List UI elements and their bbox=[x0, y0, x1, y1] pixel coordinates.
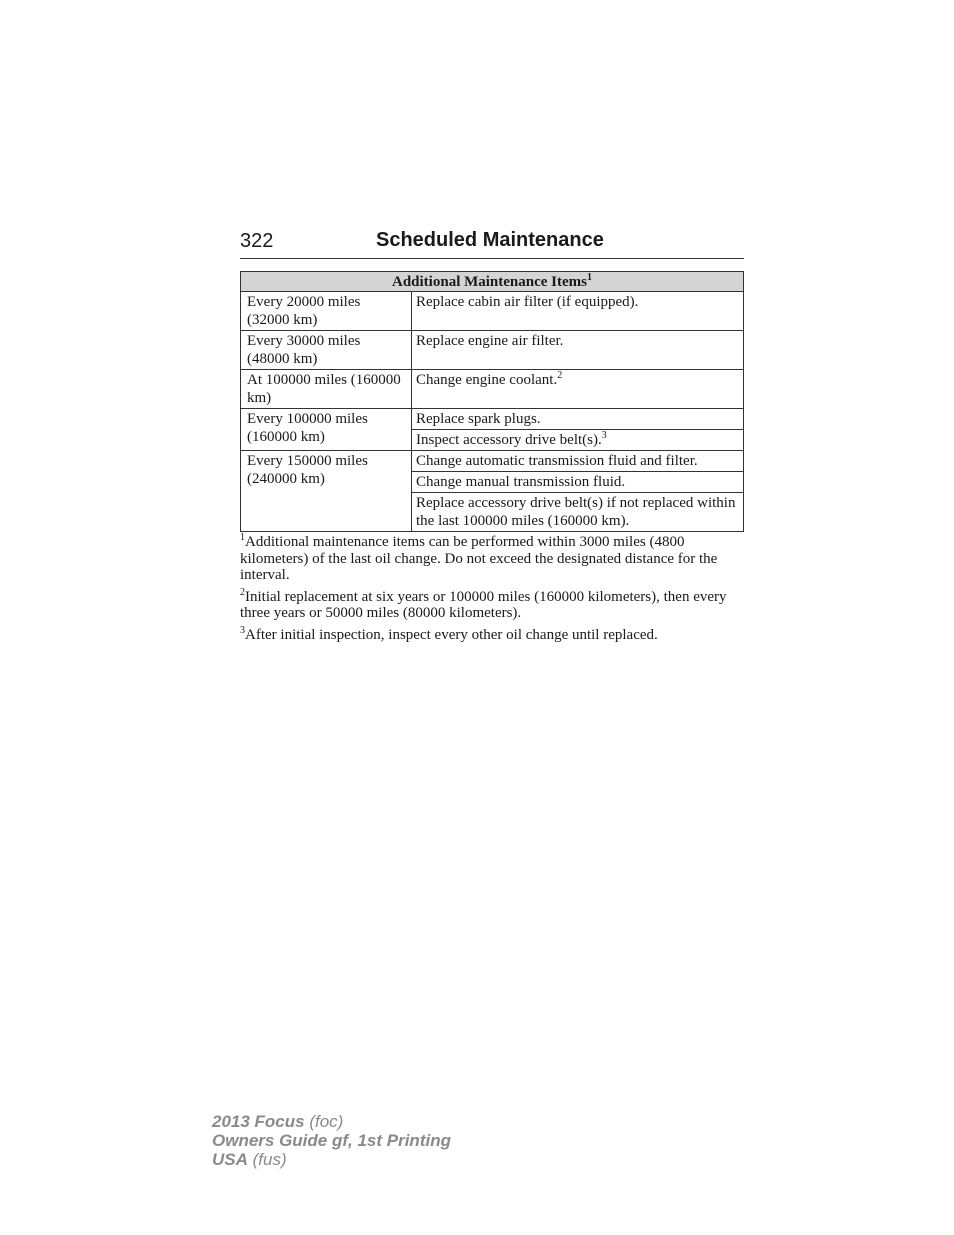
footnote-1 bbox=[240, 534, 744, 584]
footnote-3 bbox=[240, 624, 744, 644]
footnote-mark: 2 bbox=[557, 370, 563, 381]
interval-cell: Every 30000 miles (48000 km) bbox=[241, 331, 412, 370]
footnote-mark: 2 bbox=[240, 586, 245, 598]
maintenance-table bbox=[240, 271, 744, 532]
footnote-text: After initial inspection, inspect every other oil change until replaced. bbox=[245, 626, 658, 643]
table-header-row bbox=[241, 272, 744, 292]
page-header bbox=[240, 228, 744, 259]
footer-model: 2013 Focus bbox=[212, 1112, 305, 1131]
table-title bbox=[241, 272, 744, 292]
action-text: Inspect accessory drive belt(s). bbox=[416, 432, 602, 448]
footnotes bbox=[240, 534, 744, 648]
footnote-mark: 3 bbox=[240, 624, 245, 636]
footnote-mark: 3 bbox=[601, 430, 607, 441]
footer-region-code: (fus) bbox=[252, 1150, 287, 1169]
action-cell bbox=[412, 430, 744, 451]
table-row bbox=[241, 451, 744, 472]
table-row bbox=[241, 292, 744, 331]
interval-cell: Every 150000 miles (240000 km) bbox=[241, 451, 412, 532]
footer-model-code: (foc) bbox=[309, 1112, 344, 1131]
footer-line-region bbox=[212, 1150, 451, 1169]
footer-line-model bbox=[212, 1112, 451, 1131]
table-row bbox=[241, 409, 744, 430]
action-cell: Change automatic transmission fluid and filter. bbox=[412, 451, 744, 472]
page-footer bbox=[212, 1112, 451, 1169]
action-cell: Replace accessory drive belt(s) if not replaced within the last 100000 miles (160000 km). bbox=[412, 493, 744, 532]
footer-guide: Owners Guide gf, 1st Printing bbox=[212, 1131, 451, 1150]
footer-region: USA bbox=[212, 1150, 248, 1169]
table-row bbox=[241, 331, 744, 370]
action-cell: Replace engine air filter. bbox=[412, 331, 744, 370]
interval-cell: Every 100000 miles (160000 km) bbox=[241, 409, 412, 451]
footnote-mark: 1 bbox=[587, 272, 592, 283]
table-title-text: Additional Maintenance Items bbox=[392, 274, 587, 290]
interval-cell: Every 20000 miles (32000 km) bbox=[241, 292, 412, 331]
section-title: Scheduled Maintenance bbox=[376, 229, 604, 251]
footnote-text: Additional maintenance items can be performed within 3000 miles (4800 kilometers) of the last oil change. Do not exceed the designated distance for the interval. bbox=[240, 534, 718, 583]
table-row bbox=[241, 370, 744, 409]
interval-cell: At 100000 miles (160000 km) bbox=[241, 370, 412, 409]
page-number: 322 bbox=[240, 230, 274, 252]
action-cell: Replace cabin air filter (if equipped). bbox=[412, 292, 744, 331]
action-cell bbox=[412, 370, 744, 409]
action-cell: Replace spark plugs. bbox=[412, 409, 744, 430]
footnote-2 bbox=[240, 586, 744, 622]
action-text: Change engine coolant. bbox=[416, 372, 558, 388]
action-cell: Change manual transmission fluid. bbox=[412, 472, 744, 493]
footnote-text: Initial replacement at six years or 100000 miles (160000 kilometers), then every three years or 50000 miles (80000 kilometers). bbox=[240, 588, 727, 621]
footnote-mark: 1 bbox=[240, 532, 245, 543]
footer-line-guide bbox=[212, 1131, 451, 1150]
